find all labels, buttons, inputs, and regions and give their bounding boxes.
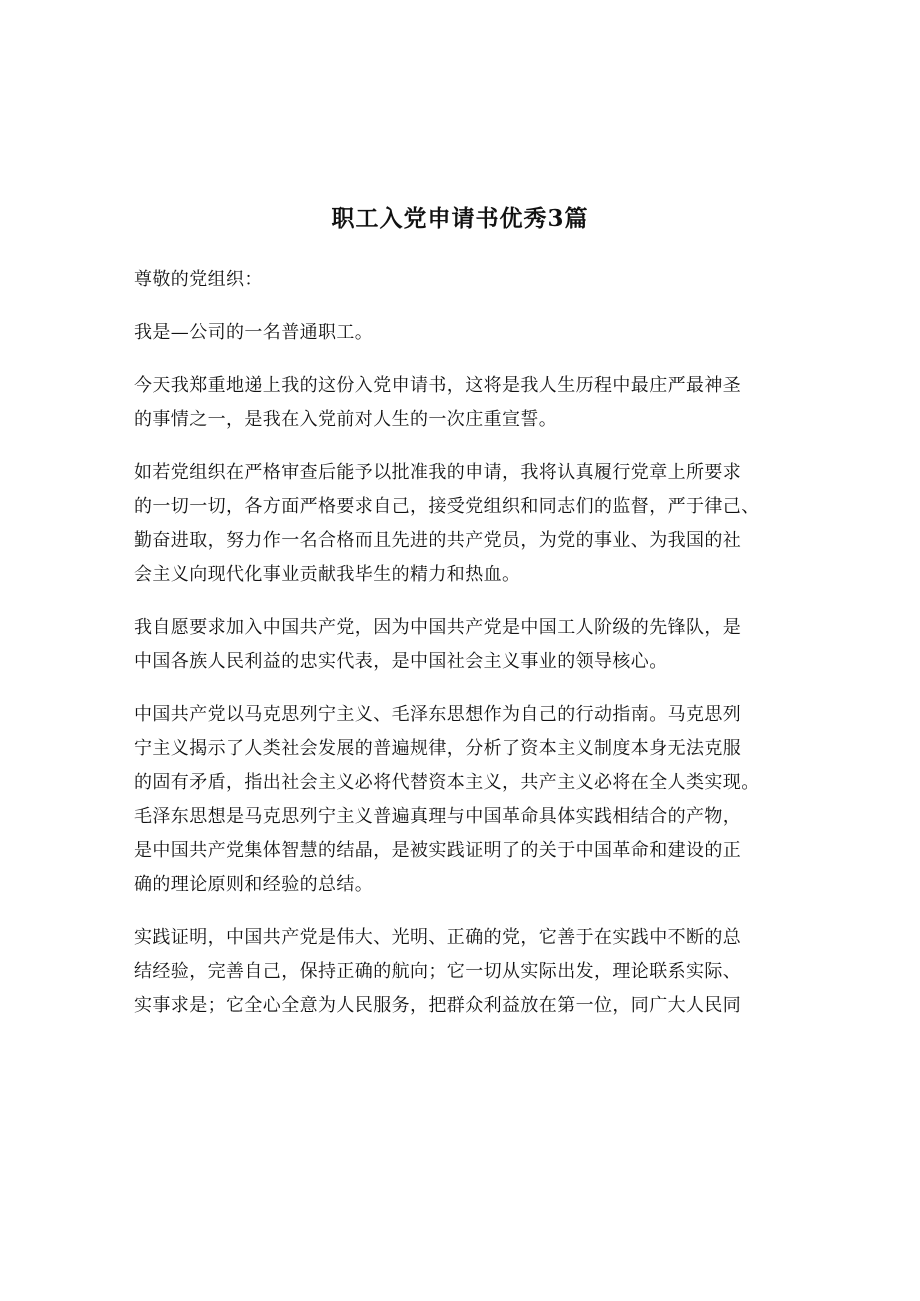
- paragraph-practice: [134, 921, 806, 1023]
- text-line: 实践证明，中国共产党是伟大、光明、正确的党，它善于在实践中不断的总: [134, 927, 742, 948]
- text-line: 我自愿要求加入中国共产党，因为中国共产党是中国工人阶级的先锋队，是: [134, 617, 742, 638]
- paragraph-salutation: [134, 263, 806, 297]
- text-line: 勤奋进取，努力作一名合格而且先进的共产党员，为党的事业、为我国的社: [134, 530, 742, 551]
- text-line: 中国各族人民利益的忠实代表，是中国社会主义事业的领导核心。: [134, 651, 668, 672]
- text-line: 实事求是；它全心全意为人民服务，把群众利益放在第一位，同广大人民同: [134, 995, 742, 1016]
- text-line: 的固有矛盾，指出社会主义必将代替资本主义，共产主义必将在全人类实现。: [134, 772, 760, 793]
- text-line: 宁主义揭示了人类社会发展的普遍规律，分析了资本主义制度本身无法克服: [134, 738, 742, 759]
- text-line: 是中国共产党集体智慧的结晶，是被实践证明了的关于中国革命和建设的正: [134, 840, 742, 861]
- text-line: 如若党组织在严格审查后能予以批准我的申请，我将认真履行党章上所要求: [134, 462, 742, 483]
- text-line: 的一切一切，各方面严格要求自己，接受党组织和同志们的监督，严于律己、: [134, 496, 760, 517]
- text-line: 确的理论原则和经验的总结。: [134, 874, 374, 895]
- text-line: 我是—公司的一名普通职工。: [134, 322, 374, 343]
- text-line: 尊敬的党组织：: [134, 269, 263, 290]
- paragraph-declaration: [134, 369, 806, 437]
- paragraph-theory: [134, 698, 806, 902]
- text-line: 今天我郑重地递上我的这份入党申请书，这将是我人生历程中最庄严最神圣: [134, 375, 742, 396]
- paragraph-commitment: [134, 456, 806, 592]
- text-line: 中国共产党以马克思列宁主义、毛泽东思想作为自己的行动指南。马克思列: [134, 704, 742, 725]
- text-line: 会主义向现代化事业贡献我毕生的精力和热血。: [134, 564, 521, 585]
- document-body: [134, 263, 806, 1042]
- paragraph-reason: [134, 611, 806, 679]
- paragraph-intro: [134, 316, 806, 350]
- text-line: 的事情之一，是我在入党前对人生的一次庄重宣誓。: [134, 409, 558, 430]
- text-line: 结经验，完善自己，保持正确的航向；它一切从实际出发，理论联系实际、: [134, 961, 742, 982]
- text-line: 毛泽东思想是马克思列宁主义普遍真理与中国革命具体实践相结合的产物，: [134, 806, 742, 827]
- document-title: 职工入党申请书优秀3篇: [331, 205, 589, 232]
